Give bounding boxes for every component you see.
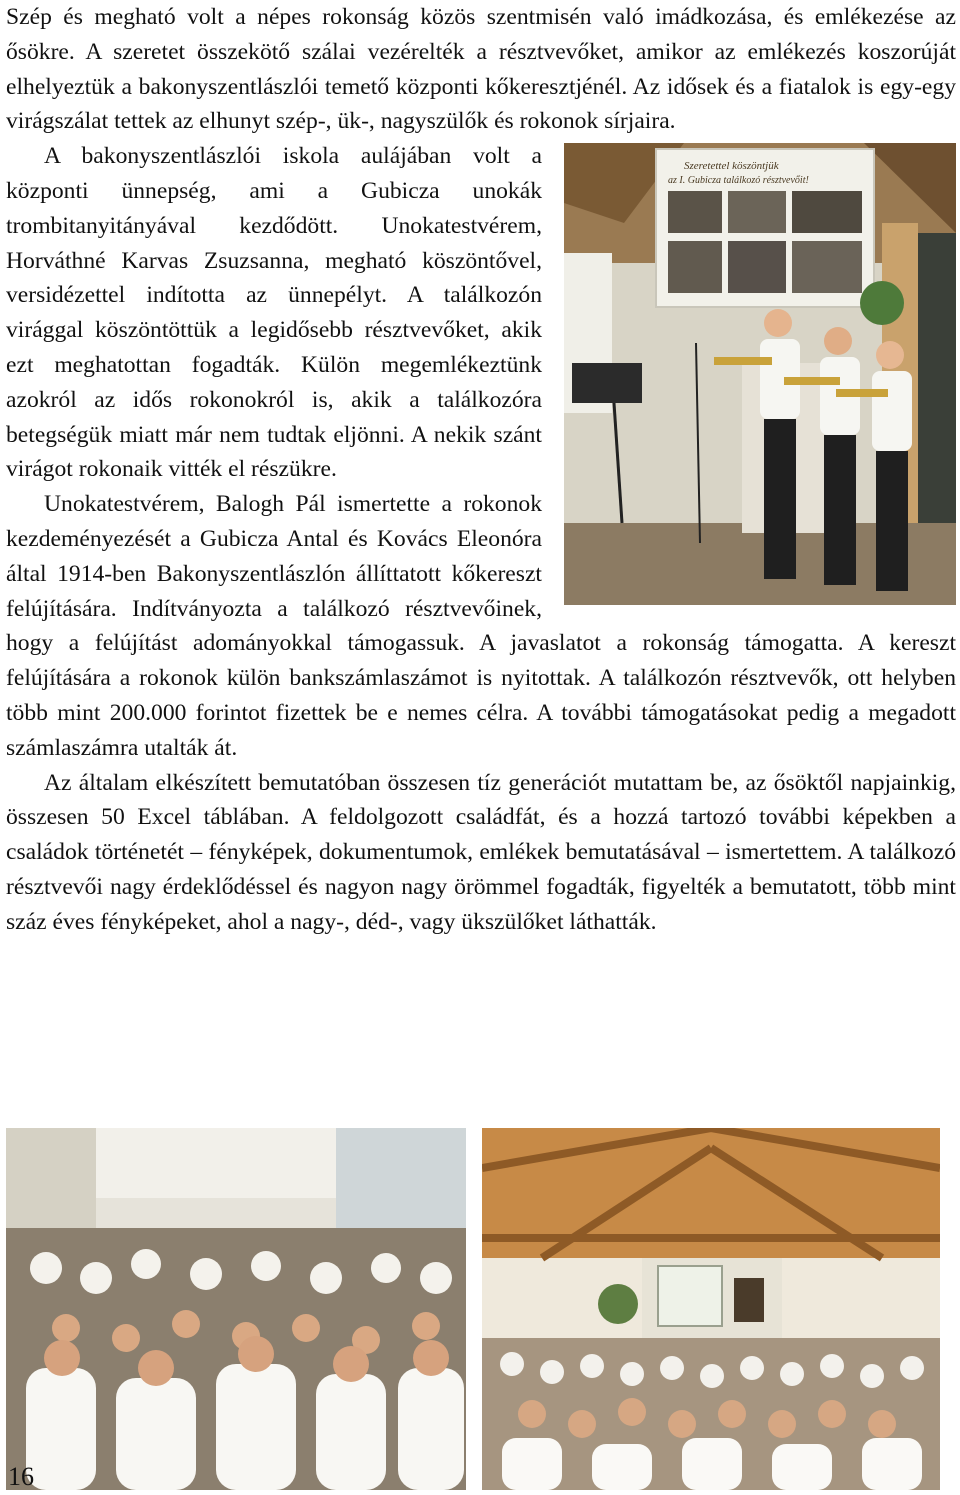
article-body <box>6 0 956 940</box>
paragraph-1: Szép és megható volt a népes rokonság közös szentmisén való imádkozása, és emlékezése az ősökre. A szeretet összekötő szálai vezérelték a résztvevőket, amikor az emlékezés koszorúját elhelyeztük a bakonyszentlászlói temető központi kőkeresztjénél. Az idősek és a fiatalok is egy-egy virágszálat tettek az elhunyt szép-, ük-, nagyszülők és rokonok sírjaira. <box>6 4 956 135</box>
slide-title-line2: az I. Gubicza találkozó résztvevőit! <box>668 175 809 187</box>
audience-photo-image <box>6 1128 466 1490</box>
trumpet-photo <box>564 143 956 605</box>
audience-photo <box>6 1128 466 1490</box>
hall-photo-image <box>482 1128 940 1490</box>
hall-photo <box>482 1128 940 1490</box>
trumpet-photo-image <box>564 143 956 605</box>
slide-title-line1: Szeretettel köszöntjük <box>684 160 779 173</box>
paragraph-4: Az általam elkészített bemutatóban összesen tíz generációt mutattam be, az ősöktől napjainkig, összesen 50 Excel táblában. A feldolgozott családfát, és a hozzá tartozó további képekben a családok történetét – fényképek, dokumentumok, emlékek bemutatásával – ismertettem. A találkozó résztvevői nagy érdeklődéssel és nagyon nagy örömmel fogadták, figyelték a bemutatott, több mint száz éves fényképeket, ahol a nagy-, déd-, vagy ükszülőket láthatták. <box>6 769 956 935</box>
paragraph-3: Unokatestvérem, Balogh Pál ismertette a rokonok kezdeményezését a Gubicza Antal és Kovács Eleonóra által 1914-ben Bakonyszentlászlón állíttatott kőkereszt felújítására. Indítványozta a találkozó résztvevőinek, hogy a felújítást adományokkal támogassuk. A javaslatot a rokonság támogatta. A kereszt felújítására a rokonok külön bankszámlaszámot is nyitottak. A találkozón résztvevők, ott helyben több mint 200.000 forintot fizettek be e nemes célra. A további támogatásokat pedig a megadott számlaszámra utalták át. <box>6 491 956 761</box>
paragraph-2: A bakonyszentlászlói iskola aulájában volt a központi ünnepség, ami a Gubicza unokák trombitanyitányával kezdődött. Unokatestvérem, Horváthné Karvas Zsuzsanna, megható köszöntővel, versidézettel indította az ünnepélyt. A találkozón virággal köszöntöttük a legidősebb résztvevőket, akik ezt meghatottan fogadták. Külön megemlékeztünk azokról az idős rokonokról is, akik a találkozóra betegségük miatt már nem tudtak eljönni. A nekik szánt virágot rokonaik vitték el részükre. <box>6 143 542 483</box>
trumpet-photo-frame <box>564 143 956 605</box>
page-number: 16 <box>8 1462 34 1491</box>
